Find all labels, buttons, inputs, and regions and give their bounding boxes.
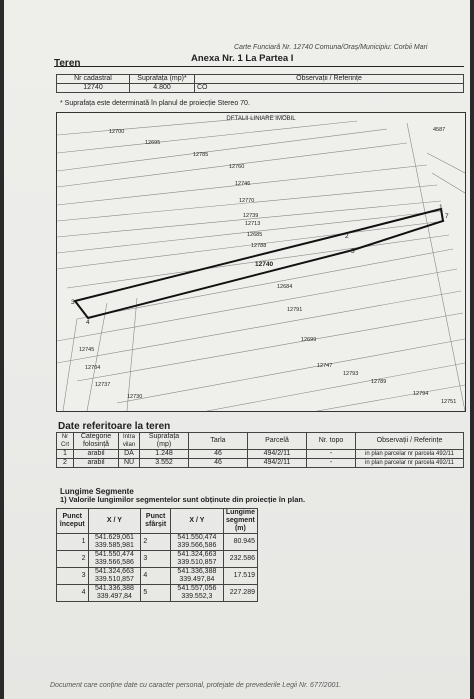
cell-start: 1: [57, 534, 89, 551]
parcel-label: 12785: [193, 152, 209, 158]
table-row: [57, 459, 464, 468]
teren-table: [56, 74, 464, 93]
cell-xy-start: 541.336,388 339.497,84: [88, 585, 141, 602]
cell-nr: 2: [57, 459, 74, 468]
parcel-label: 12740: [255, 261, 274, 268]
cell-intravilan: NU: [119, 459, 140, 468]
cell-topo: -: [307, 459, 356, 468]
cell-obs: in plan parcelar nr parcela 492/11: [356, 450, 464, 459]
cell-parcela: 494/2/11: [248, 459, 307, 468]
vertex-4: 4: [86, 319, 90, 326]
plan-svg: [57, 113, 465, 411]
vertex-1: 1: [439, 204, 443, 211]
cell-end: 5: [141, 585, 171, 602]
table-row: [57, 534, 258, 551]
lungime-subtitle: 1) Valorile lungimilor segmentelor sunt obținute din proiecție în plan.: [60, 495, 306, 504]
cell-observatii: CO: [195, 84, 464, 93]
cell-nr: 1: [57, 450, 74, 459]
parcel-label: 12794: [413, 391, 429, 397]
cell-suprafata: 4.800: [130, 84, 195, 93]
col-xy-start: X / Y: [88, 509, 141, 534]
table-row: [57, 450, 464, 459]
col-suprafata: Suprafața (mp): [140, 433, 189, 450]
document-page: [4, 0, 470, 699]
cell-categorie: arabil: [74, 450, 119, 459]
cell-tarla: 46: [189, 459, 248, 468]
cell-end: 2: [141, 534, 171, 551]
table-row: [57, 568, 258, 585]
cell-nr-cadastral: 12740: [57, 84, 130, 93]
col-tarla: Tarla: [189, 433, 248, 450]
cell-length: 227.289: [223, 585, 257, 602]
teren-section-title: Teren: [54, 58, 81, 69]
parcel-label: 12713: [245, 221, 261, 227]
parcel-label: 12788: [251, 243, 267, 249]
parcel-label: 12700: [109, 129, 125, 135]
lungime-table: [56, 508, 258, 602]
parcel-label: 12793: [343, 371, 359, 377]
col-punct-sfarsit: Punct sfârșit: [141, 509, 171, 534]
col-nr-crt: Nr Crt: [57, 433, 74, 450]
cell-start: 2: [57, 551, 89, 568]
parcel-label: 4587: [433, 127, 446, 133]
cell-obs: in plan parcelar nr parcela 492/11: [356, 459, 464, 468]
cell-end: 3: [141, 551, 171, 568]
cell-xy-start: 541.629,061 339.585,981: [88, 534, 141, 551]
col-lungime: Lungime segment (m): [223, 509, 257, 534]
vertex-5: 5: [351, 248, 355, 255]
parcel-label: 12730: [127, 394, 143, 400]
table-row: [57, 551, 258, 568]
col-nr-topo: Nr. topo: [307, 433, 356, 450]
date-table: [56, 432, 464, 468]
parcel-label: 12760: [229, 164, 245, 170]
annex-header: [54, 53, 464, 67]
parcel-label: 12704: [85, 365, 101, 371]
annex-title: Anexa Nr. 1 La Partea I: [191, 53, 294, 64]
cell-suprafata: 1.248: [140, 450, 189, 459]
cell-xy-end: 541.557,056 339.552,3: [170, 585, 223, 602]
table-row: [57, 585, 258, 602]
col-observatii: Observații / Referințe: [356, 433, 464, 450]
cell-categorie: arabil: [74, 459, 119, 468]
cell-intravilan: DA: [119, 450, 140, 459]
date-section-title: Date referitoare la teren: [58, 421, 171, 432]
cell-length: 232.586: [223, 551, 257, 568]
col-suprafata: Suprafața (mp)*: [130, 75, 195, 84]
cell-length: 17.519: [223, 568, 257, 585]
cell-end: 4: [141, 568, 171, 585]
cell-tarla: 46: [189, 450, 248, 459]
parcel-label: 12739: [243, 213, 259, 219]
cell-xy-start: 541.550,474 339.566,586: [88, 551, 141, 568]
parcel-labels: [79, 127, 456, 405]
parcel-label: 12745: [79, 347, 95, 353]
teren-footnote: * Suprafața este determinată în planul de proiecție Stereo 70.: [60, 100, 250, 107]
parcel-label: 12747: [317, 363, 333, 369]
footer-note: Document care conține date cu caracter personal, protejate de prevederile Legii Nr. 677/2001.: [50, 682, 342, 689]
col-observatii: Observații / Referințe: [195, 75, 464, 84]
cell-xy-start: 541.324,663 339.510,857: [88, 568, 141, 585]
parcel-label: 12751: [441, 399, 457, 405]
parcel-label: 12685: [247, 232, 263, 238]
plan-drawing: [56, 112, 466, 412]
doc-reference: Carte Funciară Nr. 12740 Comuna/Oraș/Municipiu: Corbii Mari: [234, 44, 428, 51]
parcel-label: 12791: [287, 307, 303, 313]
vertex-2: 2: [345, 233, 349, 240]
cell-xy-end: 541.324,663 339.510,857: [170, 551, 223, 568]
col-categorie: Categorie folosință: [74, 433, 119, 450]
col-parcela: Parcelă: [248, 433, 307, 450]
plan-title: DETALII LINIARE IMOBIL: [226, 116, 296, 122]
parcel-label: 12737: [95, 382, 111, 388]
parcel-label: 12746: [235, 181, 251, 187]
parcel-label: 12770: [239, 198, 255, 204]
col-punct-inceput: Punct început: [57, 509, 89, 534]
vertex-3: 3: [71, 299, 75, 306]
cell-parcela: 494/2/11: [248, 450, 307, 459]
parcel-label: 12695: [145, 140, 161, 146]
vertex-7: 7: [445, 213, 449, 220]
cell-start: 4: [57, 585, 89, 602]
parcel-label: 12699: [301, 337, 317, 343]
col-intravilan: Intra vilan: [119, 433, 140, 450]
cell-suprafata: 3.552: [140, 459, 189, 468]
parcel-label: 12789: [371, 379, 387, 385]
cell-start: 3: [57, 568, 89, 585]
lungime-section-title: Lungime Segmente: [60, 487, 134, 496]
parcel-label: 12684: [277, 284, 293, 290]
cell-length: 80.945: [223, 534, 257, 551]
col-xy-end: X / Y: [170, 509, 223, 534]
cell-xy-end: 541.550,474 339.566,586: [170, 534, 223, 551]
cell-xy-end: 541.336,388 339.497,84: [170, 568, 223, 585]
cell-topo: -: [307, 450, 356, 459]
col-nr-cadastral: Nr cadastral: [57, 75, 130, 84]
